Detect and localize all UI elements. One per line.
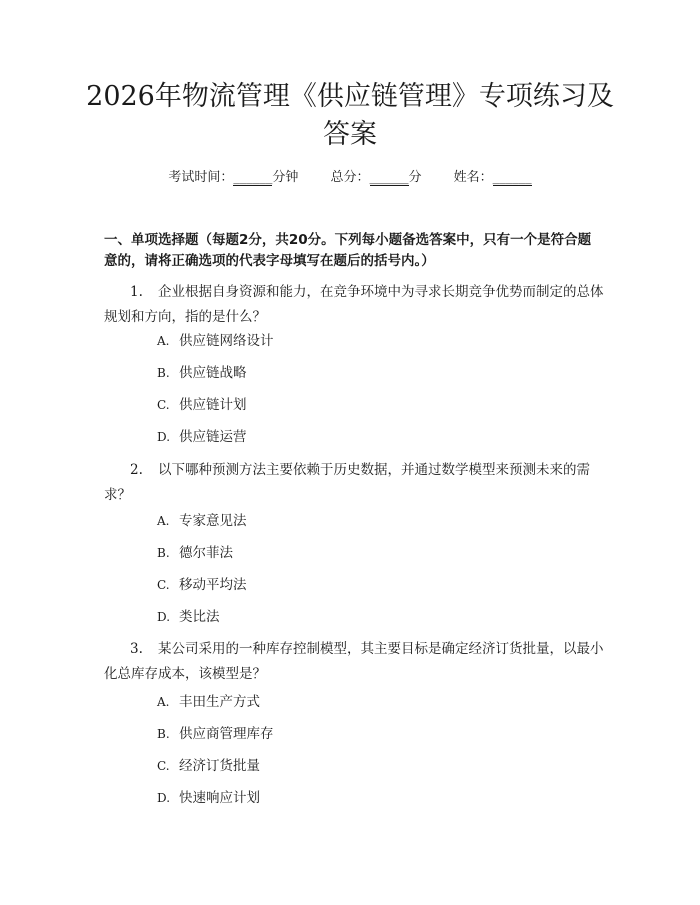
exam-time-unit: 分钟 — [272, 170, 299, 185]
total-score-unit: 分 — [408, 170, 422, 185]
option-letter: D. — [157, 430, 171, 444]
question-3-option-a — [157, 692, 260, 712]
total-score-blank: ______ — [369, 170, 409, 185]
option-letter: A. — [157, 334, 170, 348]
option-letter: C. — [157, 398, 170, 412]
option-text: 供应链战略 — [179, 365, 247, 381]
question-3-option-b — [157, 724, 274, 744]
question-1-option-d — [157, 427, 247, 447]
exam-time-label: 考试时间： — [168, 170, 234, 185]
option-letter: B. — [157, 366, 170, 380]
question-1-text: 企业根据自身资源和能力，在竞争环境中为寻求长期竞争优势而制定的总体规划和方向，指的是什么？ — [104, 284, 604, 325]
option-text: 专家意见法 — [179, 513, 247, 529]
question-2-text: 以下哪种预测方法主要依赖于历史数据，并通过数学模型来预测未来的需求？ — [104, 462, 590, 503]
question-2-option-c — [157, 575, 247, 595]
option-text: 类比法 — [179, 609, 220, 625]
option-text: 移动平均法 — [179, 577, 247, 593]
question-3-option-c — [157, 756, 260, 776]
question-1-option-c — [157, 395, 247, 415]
total-score — [330, 170, 421, 185]
option-letter: B. — [157, 727, 170, 741]
document-title — [60, 78, 640, 154]
option-letter: C. — [157, 759, 170, 773]
question-1-option-a — [157, 331, 274, 351]
question-2-option-d — [157, 607, 220, 627]
option-text: 供应商管理库存 — [179, 726, 274, 742]
option-letter: D. — [157, 610, 171, 624]
option-text: 丰田生产方式 — [179, 694, 260, 710]
question-3: 3. 某公司采用的一种库存控制模型，其主要目标是确定经济订货批量，以最小化总库存成本，该模型是？ — [104, 641, 604, 682]
option-text: 供应链网络设计 — [179, 333, 274, 349]
exam-time — [168, 170, 298, 185]
question-1-option-b — [157, 363, 247, 383]
option-letter: A. — [157, 514, 170, 528]
option-text: 供应链计划 — [179, 397, 247, 413]
student-name — [454, 170, 532, 185]
option-text: 快速响应计划 — [179, 790, 260, 806]
option-letter: A. — [157, 695, 170, 709]
total-score-label: 总分： — [330, 170, 370, 185]
option-text: 经济订货批量 — [179, 758, 260, 774]
option-letter: B. — [157, 546, 170, 560]
option-letter: C. — [157, 578, 170, 592]
title-line-2: 答案 — [323, 119, 377, 150]
option-text: 德尔菲法 — [179, 545, 233, 561]
exam-time-blank: ______ — [233, 170, 273, 185]
question-3-text: 某公司采用的一种库存控制模型，其主要目标是确定经济订货批量，以最小化总库存成本，该模型是？ — [104, 641, 604, 682]
option-text: 供应链运营 — [179, 429, 247, 445]
question-2-option-b — [157, 543, 233, 563]
exam-info-line — [0, 168, 700, 188]
option-letter: D. — [157, 791, 171, 805]
student-name-blank: ______ — [492, 170, 532, 185]
question-2-option-a — [157, 511, 247, 531]
question-3-option-d — [157, 788, 260, 808]
title-line-1: 2026年物流管理《供应链管理》专项练习及 — [86, 81, 614, 112]
section-heading: 一、单项选择题（每题2分，共20分。下列每小题备选答案中，只有一个是符合题意的，请将正确选项的代表字母填写在题后的括号内。） — [104, 232, 592, 269]
student-name-label: 姓名： — [453, 170, 493, 185]
question-1: 1. 企业根据自身资源和能力，在竞争环境中为寻求长期竞争优势而制定的总体规划和方向，指的是什么？ — [104, 284, 604, 325]
question-2: 2. 以下哪种预测方法主要依赖于历史数据，并通过数学模型来预测未来的需求？ — [104, 462, 590, 503]
